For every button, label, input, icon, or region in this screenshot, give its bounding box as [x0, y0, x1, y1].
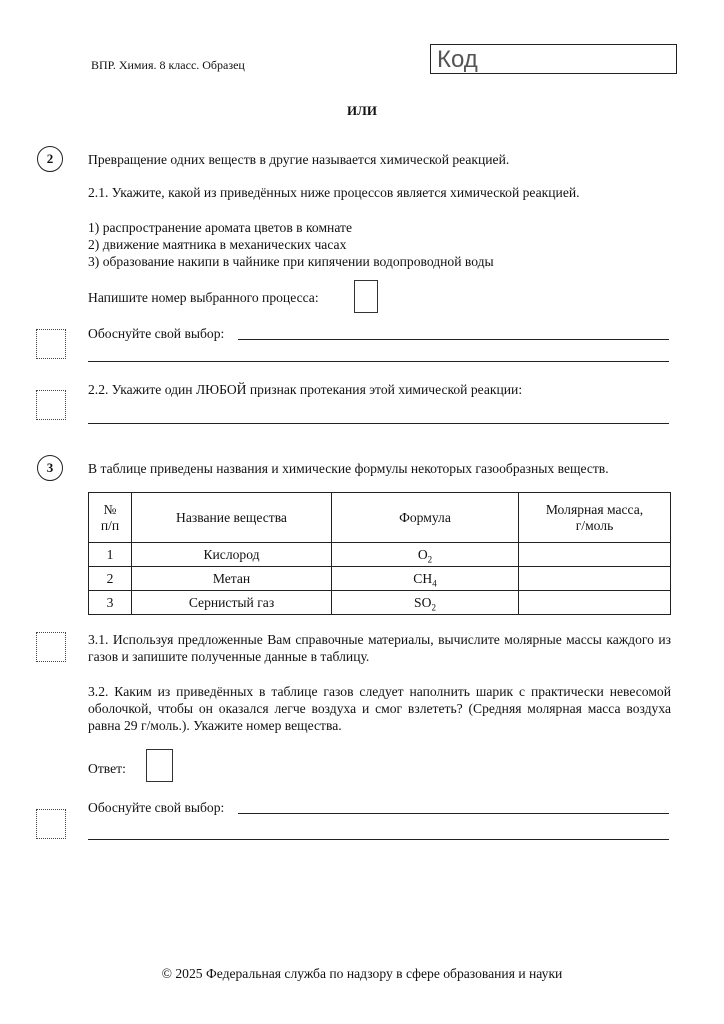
task-3-justify-label: Обоснуйте свой выбор: [88, 800, 225, 815]
task-3-score-box-1 [36, 632, 66, 662]
row-formula: $SO_2$ [332, 591, 519, 615]
table-row [89, 567, 671, 591]
option-1: 1) распространение аромата цветов в комнате [88, 220, 352, 235]
task-2-answer-box[interactable] [354, 280, 378, 313]
row-molar-mass-input[interactable] [519, 591, 671, 615]
option-2: 2) движение маятника в механических часах [88, 237, 347, 252]
row-name: Метан [132, 567, 332, 591]
header-molar-mass: Молярная масса, г/моль [519, 493, 671, 543]
task-3-score-box-2 [36, 809, 66, 839]
header-formula: Формула [332, 493, 519, 543]
task-2-2-question: 2.2. Укажите один ЛЮБОЙ признак протекания этой химической реакции: [88, 382, 523, 397]
table-row [89, 591, 671, 615]
task-3-justify-line-1[interactable] [238, 813, 669, 814]
task-2-score-box-2 [36, 390, 66, 420]
task-2-justify-line-1[interactable] [238, 339, 669, 340]
answer-label: Ответ: [88, 761, 126, 776]
or-label: ИЛИ [347, 103, 377, 118]
task-2-number: 2 [37, 146, 63, 172]
task-2-justify-label: Обоснуйте свой выбор: [88, 326, 225, 341]
task-3-answer-box[interactable] [146, 749, 173, 782]
task-2-intro: Превращение одних веществ в другие называется химической реакцией. [88, 152, 510, 167]
row-num: 2 [89, 567, 132, 591]
row-num: 3 [89, 591, 132, 615]
row-formula: $O_2$ [332, 543, 519, 567]
row-molar-mass-input[interactable] [519, 567, 671, 591]
task-3-2-question: 3.2. Каким из приведённых в таблице газов следует наполнить шарик с практически невесомой оболочкой, чтобы он оказался легче воздуха и смог взлететь? (Средняя молярная масса воздуха равна 29 г/моль.). Укажите номер вещества. [88, 684, 671, 733]
task-2-score-box-1 [36, 329, 66, 359]
task-2-justify-line-2[interactable] [88, 361, 669, 362]
write-number-label: Напишите номер выбранного процесса: [88, 290, 319, 305]
page-footer: © 2025 Федеральная служба по надзору в сфере образования и науки [161, 966, 563, 981]
row-formula: $CH_4$ [332, 567, 519, 591]
task-2-2-answer-line[interactable] [88, 423, 669, 424]
option-3: 3) образование накипи в чайнике при кипячении водопроводной воды [88, 254, 494, 269]
table-header-row [89, 493, 671, 543]
row-name: Сернистый газ [132, 591, 332, 615]
task-2-1-question: 2.1. Укажите, какой из приведённых ниже процессов является химической реакцией. [88, 185, 580, 200]
task-3-justify-line-2[interactable] [88, 839, 669, 840]
task-3-intro: В таблице приведены названия и химические формулы некоторых газообразных веществ. [88, 461, 609, 476]
code-field[interactable] [430, 44, 677, 74]
task-3-1-question: 3.1. Используя предложенные Вам справочные материалы, вычислите молярные массы каждого из газов и запишите полученные данные в таблицу. [88, 632, 671, 664]
header-num: № п/п [89, 493, 132, 543]
task-3-number: 3 [37, 455, 63, 481]
row-num: 1 [89, 543, 132, 567]
doc-header-title: ВПР. Химия. 8 класс. Образец [91, 58, 245, 72]
header-name: Название вещества [132, 493, 332, 543]
row-name: Кислород [132, 543, 332, 567]
code-label: Код [437, 46, 478, 73]
row-molar-mass-input[interactable] [519, 543, 671, 567]
table-row [89, 543, 671, 567]
substances-table [88, 492, 671, 615]
